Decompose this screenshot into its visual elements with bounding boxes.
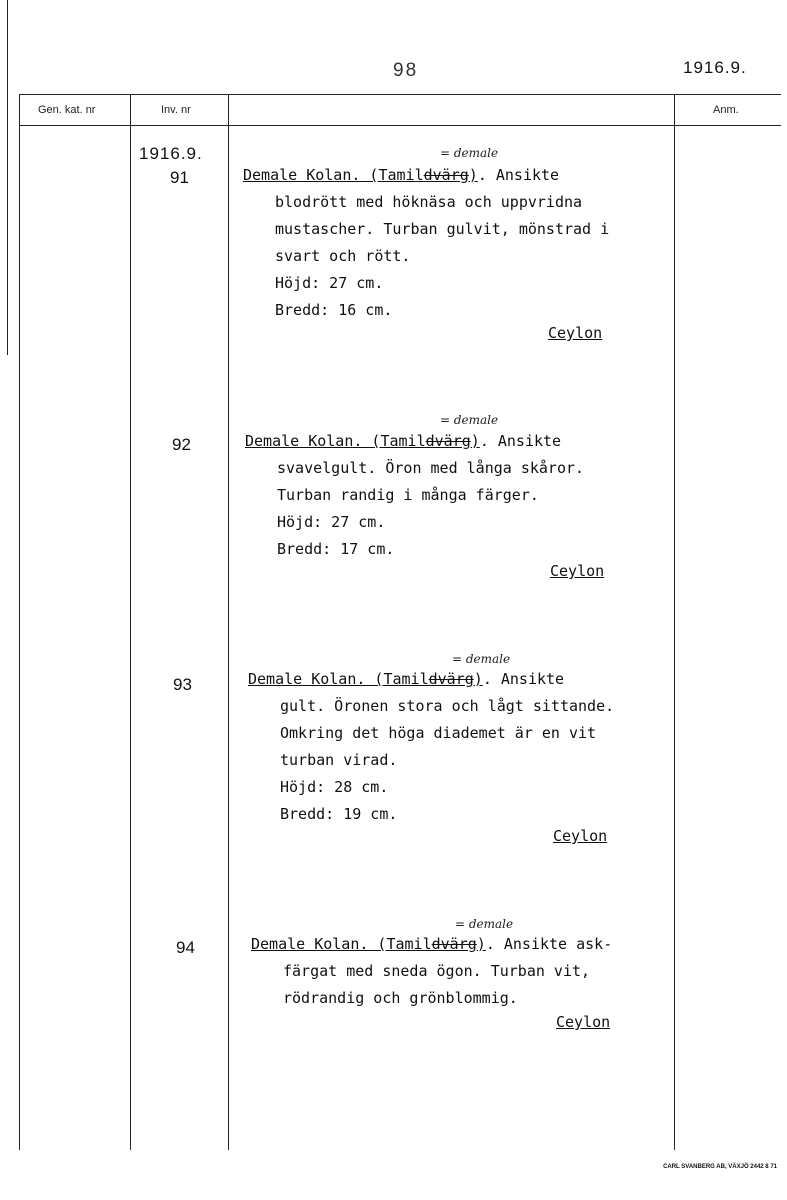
entry-place: Ceylon	[553, 827, 608, 845]
entry-line: gult. Öronen stora och lågt sittande.	[280, 697, 615, 715]
column-rule	[130, 95, 131, 1150]
entry-line: mustascher. Turban gulvit, mönstrad i	[275, 220, 610, 238]
column-header-anm: Anm.	[713, 104, 739, 116]
inventory-number: 94	[176, 938, 195, 957]
column-rule	[19, 95, 20, 1150]
entry-line: Turban randig i många färger.	[277, 486, 539, 504]
inventory-number: 93	[173, 675, 192, 694]
entry-line: svavelgult. Öron med långa skåror.	[277, 459, 585, 477]
struck-word: dvärg	[431, 935, 477, 953]
handwritten-annotation: = demale	[440, 413, 499, 427]
header-rule-top	[19, 94, 781, 95]
margin-line	[7, 0, 8, 355]
inventory-number: 91	[170, 168, 189, 187]
page-date: 1916.9.	[683, 58, 747, 77]
entry-place: Ceylon	[548, 324, 603, 342]
entry-line: Omkring det höga diademet är en vit	[280, 724, 597, 742]
inventory-number: 92	[172, 435, 191, 454]
struck-word: dvärg	[425, 432, 471, 450]
entry-title: Demale Kolan. (Tamildvärg)	[248, 670, 483, 688]
handwritten-annotation: = demale	[455, 917, 514, 931]
inventory-year: 1916.9.	[139, 144, 203, 163]
struck-word: dvärg	[423, 166, 469, 184]
entry-line: Bredd: 16 cm.	[275, 301, 393, 319]
catalog-entry	[251, 931, 612, 1012]
entry-title: Demale Kolan. (Tamildvärg)	[251, 935, 486, 953]
page-number: 98	[393, 60, 419, 81]
entry-title-line: Demale Kolan. (Tamildvärg). Ansikte	[243, 166, 560, 184]
entry-line: Bredd: 19 cm.	[280, 805, 398, 823]
entry-title: Demale Kolan. (Tamildvärg)	[245, 432, 480, 450]
entry-line: blodrött med höknäsa och uppvridna	[275, 193, 583, 211]
entry-title-line: Demale Kolan. (Tamildvärg). Ansikte	[245, 432, 562, 450]
column-rule	[228, 95, 229, 1150]
printer-imprint: CARL SVANBERG AB, VÄXJÖ 2442 8 71	[663, 1164, 777, 1170]
entry-line: Höjd: 28 cm.	[280, 778, 389, 796]
handwritten-annotation: = demale	[452, 652, 511, 666]
catalog-entry	[248, 666, 614, 828]
entry-line: turban virad.	[280, 751, 398, 769]
entry-line: rödrandig och grönblommig.	[283, 989, 518, 1007]
handwritten-annotation: = demale	[440, 146, 499, 160]
entry-title-line: Demale Kolan. (Tamildvärg). Ansikte ask-	[251, 935, 613, 953]
entry-title-line: Demale Kolan. (Tamildvärg). Ansikte	[248, 670, 565, 688]
column-header-inv-nr: Inv. nr	[161, 104, 191, 116]
column-rule	[674, 95, 675, 1150]
entry-line: färgat med sneda ögon. Turban vit,	[283, 962, 591, 980]
column-header-gen-kat-nr: Gen. kat. nr	[38, 104, 96, 116]
entry-line: Höjd: 27 cm.	[277, 513, 386, 531]
catalog-entry	[245, 428, 584, 563]
header-rule-bottom	[19, 125, 781, 126]
entry-line: svart och rött.	[275, 247, 411, 265]
entry-place: Ceylon	[550, 562, 605, 580]
entry-line: Höjd: 27 cm.	[275, 274, 384, 292]
entry-place: Ceylon	[556, 1013, 611, 1031]
entry-title: Demale Kolan. (Tamildvärg)	[243, 166, 478, 184]
catalog-entry	[243, 162, 609, 324]
entry-line: Bredd: 17 cm.	[277, 540, 395, 558]
struck-word: dvärg	[428, 670, 474, 688]
